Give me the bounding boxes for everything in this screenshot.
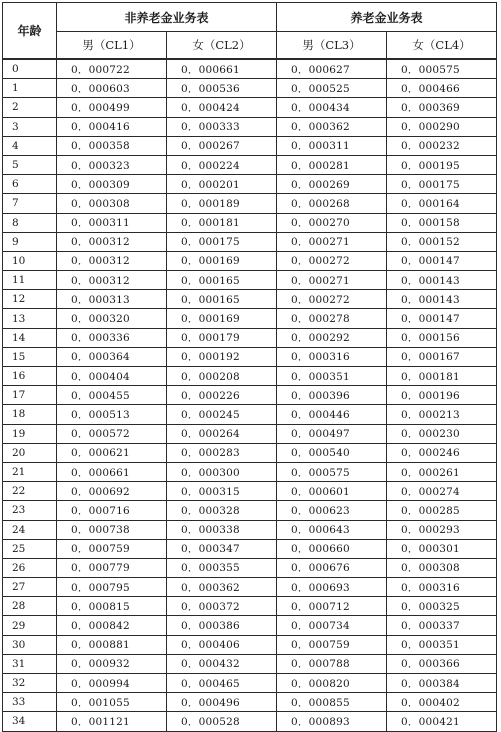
age-cell: 0 <box>3 59 57 79</box>
rate-cell-cl2: 0．000226 <box>167 386 277 405</box>
rate-cell-cl2: 0．000333 <box>167 117 277 136</box>
rate-cell-cl4: 0．000402 <box>387 693 497 712</box>
rate-cell-cl3: 0．000540 <box>277 443 387 462</box>
age-cell: 22 <box>3 482 57 501</box>
rate-cell-cl1: 0．000455 <box>57 386 167 405</box>
rate-cell-cl4: 0．000421 <box>387 712 497 731</box>
rate-cell-cl3: 0．000660 <box>277 539 387 558</box>
rate-cell-cl4: 0．000167 <box>387 347 497 366</box>
table-row <box>3 578 497 597</box>
rate-cell-cl1: 0．000312 <box>57 271 167 290</box>
rate-cell-cl2: 0．000189 <box>167 194 277 213</box>
rate-cell-cl2: 0．000283 <box>167 443 277 462</box>
rate-cell-cl2: 0．000536 <box>167 79 277 98</box>
rate-cell-cl1: 0．000779 <box>57 558 167 577</box>
rate-cell-cl3: 0．000601 <box>277 482 387 501</box>
rate-cell-cl3: 0．000351 <box>277 367 387 386</box>
table-row <box>3 386 497 405</box>
column-header-cl4: 女（CL4） <box>387 32 497 60</box>
rate-cell-cl3: 0．000272 <box>277 290 387 309</box>
table-row <box>3 674 497 693</box>
rate-cell-cl4: 0．000337 <box>387 616 497 635</box>
pension-group-header: 养老金业务表 <box>277 3 497 32</box>
table-row <box>3 424 497 443</box>
rate-cell-cl4: 0．000143 <box>387 271 497 290</box>
rate-cell-cl2: 0．000169 <box>167 309 277 328</box>
mortality-table <box>2 2 497 732</box>
table-row <box>3 712 497 731</box>
age-cell: 16 <box>3 367 57 386</box>
table-row <box>3 117 497 136</box>
column-header-cl3: 男（CL3） <box>277 32 387 60</box>
age-cell: 19 <box>3 424 57 443</box>
age-cell: 32 <box>3 674 57 693</box>
rate-cell-cl2: 0．000496 <box>167 693 277 712</box>
age-cell: 15 <box>3 347 57 366</box>
rate-cell-cl4: 0．000351 <box>387 635 497 654</box>
age-cell: 26 <box>3 558 57 577</box>
rate-cell-cl4: 0．000316 <box>387 578 497 597</box>
rate-cell-cl3: 0．000712 <box>277 597 387 616</box>
rate-cell-cl1: 0．000842 <box>57 616 167 635</box>
rate-cell-cl1: 0．000312 <box>57 232 167 251</box>
rate-cell-cl4: 0．000308 <box>387 558 497 577</box>
table-row <box>3 136 497 155</box>
rate-cell-cl1: 0．000722 <box>57 59 167 79</box>
rate-cell-cl3: 0．000525 <box>277 79 387 98</box>
age-cell: 9 <box>3 232 57 251</box>
age-cell: 24 <box>3 520 57 539</box>
rate-cell-cl3: 0．000820 <box>277 674 387 693</box>
rate-cell-cl3: 0．000446 <box>277 405 387 424</box>
rate-cell-cl3: 0．000627 <box>277 59 387 79</box>
rate-cell-cl2: 0．000362 <box>167 578 277 597</box>
rate-cell-cl2: 0．000424 <box>167 98 277 117</box>
column-header-cl1: 男（CL1） <box>57 32 167 60</box>
rate-cell-cl3: 0．000643 <box>277 520 387 539</box>
table-row <box>3 616 497 635</box>
rate-cell-cl1: 0．000416 <box>57 117 167 136</box>
rate-cell-cl4: 0．000143 <box>387 290 497 309</box>
table-row <box>3 175 497 194</box>
table-row <box>3 290 497 309</box>
rate-cell-cl4: 0．000369 <box>387 98 497 117</box>
rate-cell-cl2: 0．000328 <box>167 501 277 520</box>
table-row <box>3 405 497 424</box>
rate-cell-cl4: 0．000274 <box>387 482 497 501</box>
rate-cell-cl4: 0．000230 <box>387 424 497 443</box>
rate-cell-cl3: 0．000693 <box>277 578 387 597</box>
rate-cell-cl2: 0．000224 <box>167 155 277 174</box>
table-row <box>3 59 497 79</box>
table-row <box>3 155 497 174</box>
table-row <box>3 213 497 232</box>
rate-cell-cl4: 0．000366 <box>387 654 497 673</box>
age-cell: 4 <box>3 136 57 155</box>
rate-cell-cl1: 0．000312 <box>57 251 167 270</box>
table-row <box>3 347 497 366</box>
age-cell: 20 <box>3 443 57 462</box>
age-cell: 23 <box>3 501 57 520</box>
table-row <box>3 79 497 98</box>
rate-cell-cl3: 0．000278 <box>277 309 387 328</box>
age-cell: 10 <box>3 251 57 270</box>
rate-cell-cl4: 0．000301 <box>387 539 497 558</box>
rate-cell-cl1: 0．000738 <box>57 520 167 539</box>
table-row <box>3 251 497 270</box>
age-cell: 29 <box>3 616 57 635</box>
rate-cell-cl2: 0．000201 <box>167 175 277 194</box>
table-row <box>3 635 497 654</box>
rate-cell-cl4: 0．000261 <box>387 462 497 481</box>
table-row <box>3 539 497 558</box>
rate-cell-cl3: 0．000270 <box>277 213 387 232</box>
rate-cell-cl1: 0．000994 <box>57 674 167 693</box>
rate-cell-cl3: 0．000316 <box>277 347 387 366</box>
rate-cell-cl1: 0．000815 <box>57 597 167 616</box>
rate-cell-cl2: 0．000175 <box>167 232 277 251</box>
age-cell: 12 <box>3 290 57 309</box>
rate-cell-cl3: 0．000734 <box>277 616 387 635</box>
table-row <box>3 501 497 520</box>
age-cell: 3 <box>3 117 57 136</box>
rate-cell-cl2: 0．000300 <box>167 462 277 481</box>
rate-cell-cl1: 0．000323 <box>57 155 167 174</box>
table-row <box>3 558 497 577</box>
rate-cell-cl1: 0．000759 <box>57 539 167 558</box>
age-cell: 2 <box>3 98 57 117</box>
age-cell: 25 <box>3 539 57 558</box>
age-cell: 31 <box>3 654 57 673</box>
rate-cell-cl4: 0．000293 <box>387 520 497 539</box>
rate-cell-cl1: 0．000320 <box>57 309 167 328</box>
rate-cell-cl1: 0．000881 <box>57 635 167 654</box>
rate-cell-cl3: 0．000788 <box>277 654 387 673</box>
rate-cell-cl1: 0．000404 <box>57 367 167 386</box>
table-row <box>3 98 497 117</box>
rate-cell-cl4: 0．000575 <box>387 59 497 79</box>
rate-cell-cl1: 0．000308 <box>57 194 167 213</box>
table-row <box>3 654 497 673</box>
rate-cell-cl4: 0．000213 <box>387 405 497 424</box>
rate-cell-cl3: 0．000269 <box>277 175 387 194</box>
rate-cell-cl4: 0．000285 <box>387 501 497 520</box>
rate-cell-cl1: 0．000692 <box>57 482 167 501</box>
age-column-header: 年龄 <box>3 3 57 60</box>
rate-cell-cl2: 0．000179 <box>167 328 277 347</box>
rate-cell-cl3: 0．000272 <box>277 251 387 270</box>
rate-cell-cl2: 0．000372 <box>167 597 277 616</box>
rate-cell-cl3: 0．000271 <box>277 232 387 251</box>
rate-cell-cl4: 0．000147 <box>387 251 497 270</box>
rate-cell-cl4: 0．000232 <box>387 136 497 155</box>
rate-cell-cl2: 0．000181 <box>167 213 277 232</box>
rate-cell-cl2: 0．000315 <box>167 482 277 501</box>
rate-cell-cl4: 0．000156 <box>387 328 497 347</box>
rate-cell-cl2: 0．000661 <box>167 59 277 79</box>
rate-cell-cl4: 0．000158 <box>387 213 497 232</box>
rate-cell-cl2: 0．000432 <box>167 654 277 673</box>
rate-cell-cl3: 0．000362 <box>277 117 387 136</box>
rate-cell-cl1: 0．000716 <box>57 501 167 520</box>
rate-cell-cl2: 0．000165 <box>167 271 277 290</box>
rate-cell-cl4: 0．000290 <box>387 117 497 136</box>
rate-cell-cl1: 0．000336 <box>57 328 167 347</box>
rate-cell-cl4: 0．000325 <box>387 597 497 616</box>
rate-cell-cl3: 0．000575 <box>277 462 387 481</box>
table-header <box>3 3 497 60</box>
rate-cell-cl3: 0．000292 <box>277 328 387 347</box>
rate-cell-cl4: 0．000195 <box>387 155 497 174</box>
rate-cell-cl1: 0．000932 <box>57 654 167 673</box>
table-row <box>3 271 497 290</box>
age-cell: 14 <box>3 328 57 347</box>
rate-cell-cl4: 0．000196 <box>387 386 497 405</box>
rate-cell-cl4: 0．000164 <box>387 194 497 213</box>
rate-cell-cl3: 0．000434 <box>277 98 387 117</box>
table-row <box>3 367 497 386</box>
rate-cell-cl3: 0．000497 <box>277 424 387 443</box>
rate-cell-cl1: 0．001121 <box>57 712 167 731</box>
age-cell: 5 <box>3 155 57 174</box>
age-cell: 33 <box>3 693 57 712</box>
age-cell: 8 <box>3 213 57 232</box>
rate-cell-cl4: 0．000246 <box>387 443 497 462</box>
rate-cell-cl1: 0．001055 <box>57 693 167 712</box>
rate-cell-cl2: 0．000264 <box>167 424 277 443</box>
rate-cell-cl2: 0．000192 <box>167 347 277 366</box>
table-row <box>3 597 497 616</box>
table-row <box>3 520 497 539</box>
rate-cell-cl1: 0．000572 <box>57 424 167 443</box>
rate-cell-cl2: 0．000386 <box>167 616 277 635</box>
rate-cell-cl3: 0．000268 <box>277 194 387 213</box>
non-pension-group-header: 非养老金业务表 <box>57 3 277 32</box>
age-cell: 13 <box>3 309 57 328</box>
table-body <box>3 59 497 731</box>
rate-cell-cl2: 0．000169 <box>167 251 277 270</box>
rate-cell-cl1: 0．000603 <box>57 79 167 98</box>
rate-cell-cl4: 0．000147 <box>387 309 497 328</box>
rate-cell-cl1: 0．000795 <box>57 578 167 597</box>
rate-cell-cl2: 0．000245 <box>167 405 277 424</box>
rate-cell-cl1: 0．000364 <box>57 347 167 366</box>
rate-cell-cl1: 0．000621 <box>57 443 167 462</box>
rate-cell-cl2: 0．000208 <box>167 367 277 386</box>
age-cell: 17 <box>3 386 57 405</box>
age-cell: 34 <box>3 712 57 731</box>
rate-cell-cl3: 0．000623 <box>277 501 387 520</box>
rate-cell-cl1: 0．000499 <box>57 98 167 117</box>
rate-cell-cl4: 0．000175 <box>387 175 497 194</box>
rate-cell-cl1: 0．000661 <box>57 462 167 481</box>
rate-cell-cl1: 0．000309 <box>57 175 167 194</box>
rate-cell-cl4: 0．000466 <box>387 79 497 98</box>
rate-cell-cl1: 0．000358 <box>57 136 167 155</box>
rate-cell-cl2: 0．000347 <box>167 539 277 558</box>
rate-cell-cl3: 0．000893 <box>277 712 387 731</box>
rate-cell-cl1: 0．000313 <box>57 290 167 309</box>
rate-cell-cl3: 0．000271 <box>277 271 387 290</box>
rate-cell-cl3: 0．000759 <box>277 635 387 654</box>
rate-cell-cl4: 0．000181 <box>387 367 497 386</box>
table-row <box>3 232 497 251</box>
rate-cell-cl2: 0．000355 <box>167 558 277 577</box>
table-row <box>3 462 497 481</box>
table-row <box>3 693 497 712</box>
rate-cell-cl4: 0．000152 <box>387 232 497 251</box>
rate-cell-cl2: 0．000528 <box>167 712 277 731</box>
age-cell: 11 <box>3 271 57 290</box>
rate-cell-cl2: 0．000338 <box>167 520 277 539</box>
rate-cell-cl2: 0．000165 <box>167 290 277 309</box>
age-cell: 27 <box>3 578 57 597</box>
age-cell: 30 <box>3 635 57 654</box>
column-header-cl2: 女（CL2） <box>167 32 277 60</box>
rate-cell-cl4: 0．000384 <box>387 674 497 693</box>
age-cell: 18 <box>3 405 57 424</box>
age-cell: 28 <box>3 597 57 616</box>
rate-cell-cl3: 0．000396 <box>277 386 387 405</box>
rate-cell-cl2: 0．000406 <box>167 635 277 654</box>
rate-cell-cl2: 0．000267 <box>167 136 277 155</box>
rate-cell-cl3: 0．000311 <box>277 136 387 155</box>
age-cell: 1 <box>3 79 57 98</box>
table-row <box>3 482 497 501</box>
rate-cell-cl3: 0．000855 <box>277 693 387 712</box>
table-row <box>3 328 497 347</box>
table-row <box>3 194 497 213</box>
table-row <box>3 443 497 462</box>
age-cell: 7 <box>3 194 57 213</box>
rate-cell-cl3: 0．000281 <box>277 155 387 174</box>
rate-cell-cl2: 0．000465 <box>167 674 277 693</box>
rate-cell-cl3: 0．000676 <box>277 558 387 577</box>
age-cell: 21 <box>3 462 57 481</box>
rate-cell-cl1: 0．000513 <box>57 405 167 424</box>
table-row <box>3 309 497 328</box>
age-cell: 6 <box>3 175 57 194</box>
rate-cell-cl1: 0．000311 <box>57 213 167 232</box>
